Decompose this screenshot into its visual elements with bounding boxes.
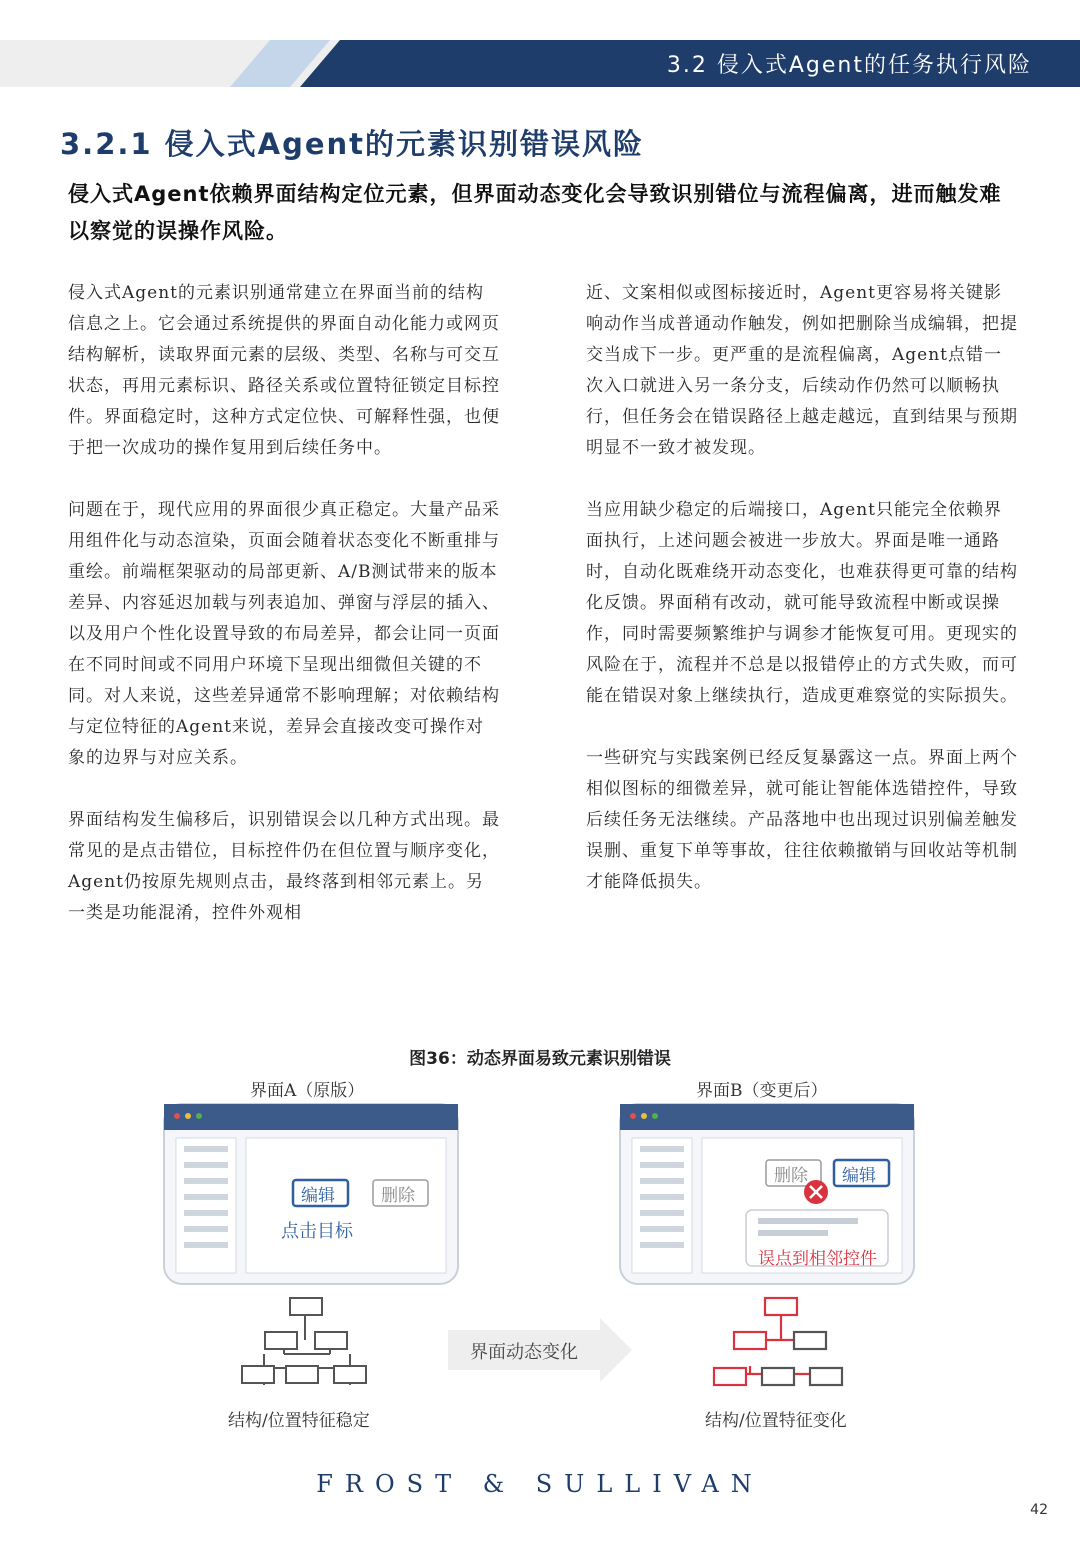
- edit-label-b: 编辑: [842, 1166, 876, 1186]
- figure-36: [0, 1040, 1080, 1440]
- right-column: [586, 278, 1018, 929]
- paragraph: 问题在于，现代应用的界面很少真正稳定。大量产品采用组件化与动态渲染，页面会随着状态变化不断重排与重绘。前端框架驱动的局部更新、A/B测试带来的版本差异、内容延迟加载与列表追加、弹窗与浮层的插入、以及用户个性化设置导致的布局差异，都会让同一页面在不同时间或不同用户环境下呈现出细微但关键的不同。对人来说，这些差异通常不影响理解；对依赖结构与定位特征的Agent来说，差异会直接改变可操作对象的边界与对应关系。: [68, 500, 500, 768]
- changed-caption: 结构/位置特征变化: [705, 1411, 847, 1431]
- paragraph: 近、文案相似或图标接近时，Agent更容易将关键影响动作当成普通动作触发，例如把删除当成编辑，把提交当成下一步。更严重的是流程偏离，Agent点错一次入口就进入另一条分支，后续动作仍然可以顺畅执行，但任务会在错误路径上越走越远，直到结果与预期明显不一致才被发现。: [586, 283, 1018, 458]
- page-number: 42: [1030, 1502, 1048, 1518]
- stable-caption: 结构/位置特征稳定: [228, 1411, 370, 1431]
- paragraph: 界面结构发生偏移后，识别错误会以几种方式出现。最常见的是点击错位，目标控件仍在但位置与顺序变化，Agent仍按原先规则点击，最终落到相邻元素上。另一类是功能混淆，控件外观相: [68, 810, 500, 923]
- panel-a-title: 界面A（原版）: [250, 1081, 365, 1101]
- paragraph: 侵入式Agent的元素识别通常建立在界面当前的结构信息之上。它会通过系统提供的界面自动化能力或网页结构解析，读取界面元素的层级、类型、名称与可交互状态，再用元素标识、路径关系或位置特征锁定目标控件。界面稳定时，这种方式定位快、可解释性强，也便于把一次成功的操作复用到后续任务中。: [68, 283, 500, 458]
- delete-label-a: 删除: [381, 1186, 415, 1206]
- tree-stable-icon: [242, 1298, 366, 1385]
- click-target-label: 点击目标: [281, 1221, 353, 1242]
- edit-label-a: 编辑: [301, 1186, 335, 1206]
- paragraph: 当应用缺少稳定的后端接口，Agent只能完全依赖界面执行，上述问题会被进一步放大。界面是唯一通路时，自动化既难绕开动态变化，也难获得更可靠的结构化反馈。界面稍有改动，就可能导致流程中断或误操作，同时需要频繁维护与调参才能恢复可用。更现实的风险在于，流程并不总是以报错停止的方式失败，而可能在错误对象上继续执行，造成更难察觉的实际损失。: [586, 500, 1018, 706]
- paragraph: 一些研究与实践案例已经反复暴露这一点。界面上两个相似图标的细微差异，就可能让智能体选错控件，导致后续任务无法继续。产品落地中也出现过识别偏差触发误删、重复下单等事故，往往依赖撤销与回收站等机制才能降低损失。: [586, 748, 1018, 892]
- figure-title: 图36：动态界面易致元素识别错误: [409, 1049, 671, 1069]
- section-label: 3.2 侵入式Agent的任务执行风险: [666, 53, 1032, 78]
- lead-summary: 侵入式Agent依赖界面结构定位元素，但界面动态变化会导致识别错位与流程偏离，进而触发难以察觉的误操作风险。: [68, 182, 1002, 243]
- misclick-label: 误点到相邻控件: [758, 1249, 877, 1269]
- left-column: [68, 278, 500, 960]
- transition-label: 界面动态变化: [470, 1342, 578, 1363]
- delete-label-b: 删除: [774, 1166, 808, 1186]
- tree-changed-icon: [714, 1298, 842, 1385]
- figure-diagram: [0, 1040, 1080, 1440]
- brand-logo: FROST & SULLIVAN: [316, 1470, 764, 1498]
- page-title: 3.2.1 侵入式Agent的元素识别错误风险: [60, 127, 645, 161]
- panel-b-title: 界面B（变更后）: [696, 1081, 828, 1101]
